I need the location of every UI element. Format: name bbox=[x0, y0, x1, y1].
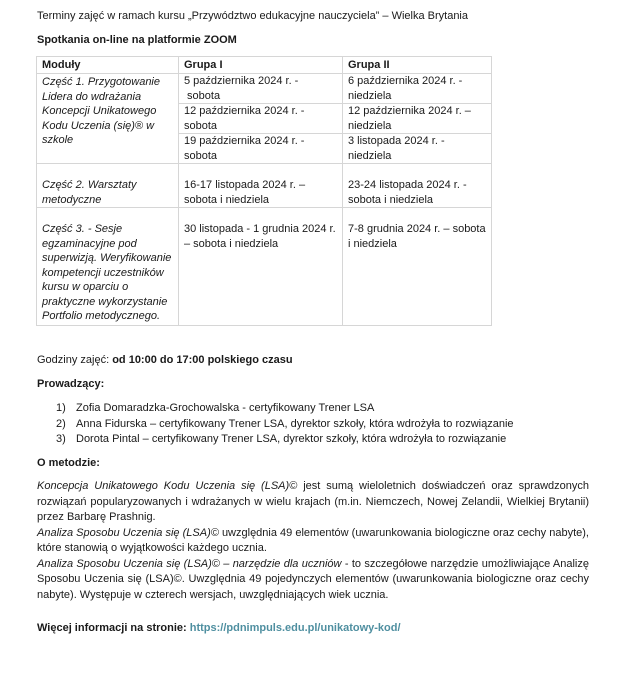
table-row bbox=[37, 208, 492, 326]
list-item bbox=[56, 401, 514, 417]
table-row bbox=[37, 164, 492, 208]
more-info bbox=[37, 622, 401, 634]
group2-date: 7-8 grudnia 2024 r. – sobota i niedziela bbox=[343, 208, 492, 326]
paragraph-text: jest sumą wieloletnich doświadczeń oraz sprawdzonych rozwiązań popularyzowanych i wdrażanych w wielu krajach (m.in. Niemczech, Nowej Zelandii, Wielkiej Brytanii) przez Barbarę Prashnig. bbox=[37, 480, 589, 523]
instructors-heading: Prowadzący: bbox=[37, 378, 105, 390]
list-item bbox=[56, 432, 514, 448]
more-info-label: Więcej informacji na stronie: bbox=[37, 622, 190, 634]
header-group-1: Grupa I bbox=[179, 57, 343, 74]
method-paragraph-1 bbox=[37, 479, 589, 526]
list-number: 3) bbox=[56, 433, 66, 445]
document-title: Terminy zajęć w ramach kursu „Przywództwo edukacyjne nauczyciela” – Wielka Brytania bbox=[37, 10, 468, 22]
header-modules: Moduły bbox=[37, 57, 179, 74]
instructor-text: Anna Fidurska – certyfikowany Trener LSA, dyrektor szkoły, która wdrożyła to rozwiązanie bbox=[76, 417, 514, 430]
paragraph-text: uwzględnia 49 elementów (uwarunkowania biologiczne oraz cechy nabyte), które stanowią o wyjątkowości każdego ucznia. bbox=[37, 526, 589, 554]
group1-date: 30 listopada - 1 grudnia 2024 r. – sobota i niedziela bbox=[179, 208, 343, 326]
hours-value: od 10:00 do 17:00 polskiego czasu bbox=[112, 354, 293, 366]
group2-date: 6 października 2024 r. - niedziela bbox=[343, 74, 492, 104]
emphasis: Analiza Sposobu Uczenia się (LSA)© bbox=[37, 526, 219, 539]
table-header-row bbox=[37, 57, 492, 74]
method-heading: O metodzie: bbox=[37, 457, 100, 469]
method-paragraph-3 bbox=[37, 557, 589, 604]
group2-date: 23-24 listopada 2024 r. - sobota i niedziela bbox=[343, 164, 492, 208]
list-number: 1) bbox=[56, 402, 66, 414]
instructor-text: Zofia Domaradzka-Grochowalska - certyfikowany Trener LSA bbox=[76, 402, 375, 414]
more-info-link[interactable]: https://pdnimpuls.edu.pl/unikatowy-kod/ bbox=[189, 622, 401, 634]
method-description bbox=[37, 479, 589, 603]
header-group-2: Grupa II bbox=[343, 57, 492, 74]
emphasis: Analiza Sposobu Uczenia się (LSA)© – narzędzie dla uczniów bbox=[37, 557, 342, 570]
method-paragraph-2 bbox=[37, 526, 589, 557]
list-item bbox=[56, 417, 514, 433]
list-number: 2) bbox=[56, 417, 66, 430]
module-part-1: Część 1. Przygotowanie Lidera do wdrażania Koncepcji Unikatowego Kodu Uczenia (się)® w szkole bbox=[37, 74, 179, 164]
group1-date: 19 października 2024 r. - sobota bbox=[179, 134, 343, 164]
section-subtitle: Spotkania on-line na platformie ZOOM bbox=[37, 34, 237, 46]
schedule-table bbox=[36, 56, 492, 326]
module-part-3: Część 3. - Sesje egzaminacyjne pod superwizją. Weryfikowanie kompetencji uczestników kursu w oparciu o praktyczne wykorzystanie Portfolio metodycznego. bbox=[37, 208, 179, 326]
class-hours bbox=[37, 354, 293, 366]
group2-date: 3 listopada 2024 r. - niedziela bbox=[343, 134, 492, 164]
group1-date: 12 października 2024 r. - sobota bbox=[179, 104, 343, 134]
group2-date: 12 października 2024 r. – niedziela bbox=[343, 104, 492, 134]
group1-date: 16-17 listopada 2024 r. – sobota i niedziela bbox=[179, 164, 343, 208]
group1-date: 5 października 2024 r. - sobota bbox=[179, 74, 343, 104]
emphasis: Koncepcja Unikatowego Kodu Uczenia się (LSA)© bbox=[37, 480, 298, 492]
instructor-text: Dorota Pintal – certyfikowany Trener LSA, dyrektor szkoły, która wdrożyła to rozwiązanie bbox=[76, 433, 507, 445]
table-row bbox=[37, 74, 492, 104]
hours-label: Godziny zajęć: bbox=[37, 354, 113, 366]
paragraph-text: - to szczegółowe narzędzie umożliwiające Analizę Sposobu Uczenia się (LSA)©. Uwzględnia 49 pojedynczych elementów (uwarunkowania biologiczne oraz cechy nabyte). Występuje w czterech wersjach, uwzględniających wiek ucznia. bbox=[37, 557, 589, 601]
instructors-list bbox=[56, 401, 514, 448]
module-part-2: Część 2. Warsztaty metodyczne bbox=[37, 164, 179, 208]
